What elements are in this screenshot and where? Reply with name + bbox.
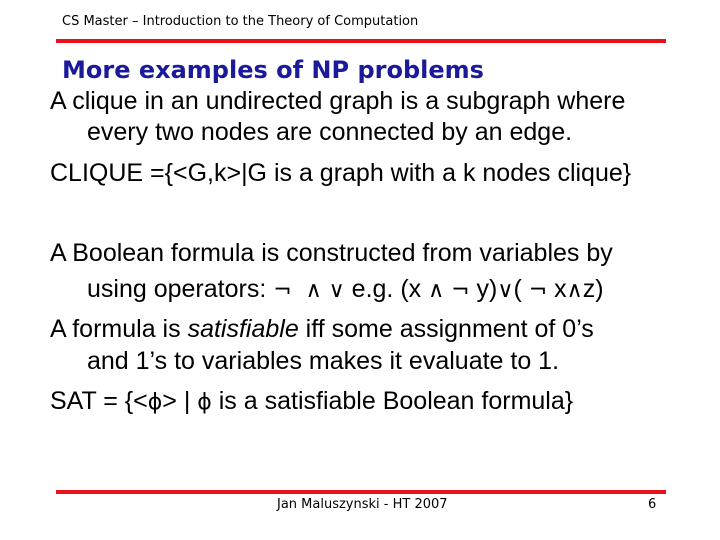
sat-def-suffix: is a satisfiable Boolean formula} [211,387,574,415]
not-operator: ¬ [273,278,292,303]
slide-title: More examples of NP problems [62,56,484,84]
example-x: x [547,275,567,303]
boolean-formula-line2 [87,274,604,306]
example-not-2: ¬ [528,278,548,303]
satisfiable-line2: and 1’s to variables makes it evaluate to 1. [87,347,560,375]
example-z: z) [582,275,604,303]
example-open: ( [513,275,529,303]
example-and: ∧ [428,278,445,303]
sat-def-mid: > | [162,387,198,415]
example-and-2: ∧ [566,278,583,303]
satisfiable-prefix: A formula is [50,315,188,343]
example-or: ∨ [497,278,514,303]
example-text: e.g. (x [344,275,429,303]
clique-definition-line2: every two nodes are connected by an edge. [87,118,573,146]
satisfiable-line1 [50,314,594,344]
example-y: y) [469,275,498,303]
operators-prefix: using operators: [87,275,274,303]
and-operator: ∧ [305,278,322,303]
bottom-divider [56,490,666,494]
satisfiable-suffix: iff some assignment of 0’s [298,315,594,343]
example-not-1: ¬ [451,278,470,303]
clique-language-definition: CLIQUE ={<G,k>|G is a graph with a k nodes clique} [50,159,632,187]
course-header: CS Master – Introduction to the Theory of Computation [62,14,419,29]
boolean-formula-line1: A Boolean formula is constructed from variables by [50,239,613,267]
footer-author: Jan Maluszynski - HT 2007 [277,497,448,512]
sat-language-definition [50,386,573,418]
satisfiable-term: satisfiable [187,315,299,343]
sat-def-prefix: SAT = {< [50,387,148,415]
clique-definition-line1: A clique in an undirected graph is a subgraph where [50,87,626,115]
phi-symbol-1: ϕ [147,390,163,415]
or-operator: ∨ [328,278,345,303]
phi-symbol-2: ϕ [197,390,212,415]
top-divider [56,39,666,43]
page-number: 6 [648,497,657,512]
